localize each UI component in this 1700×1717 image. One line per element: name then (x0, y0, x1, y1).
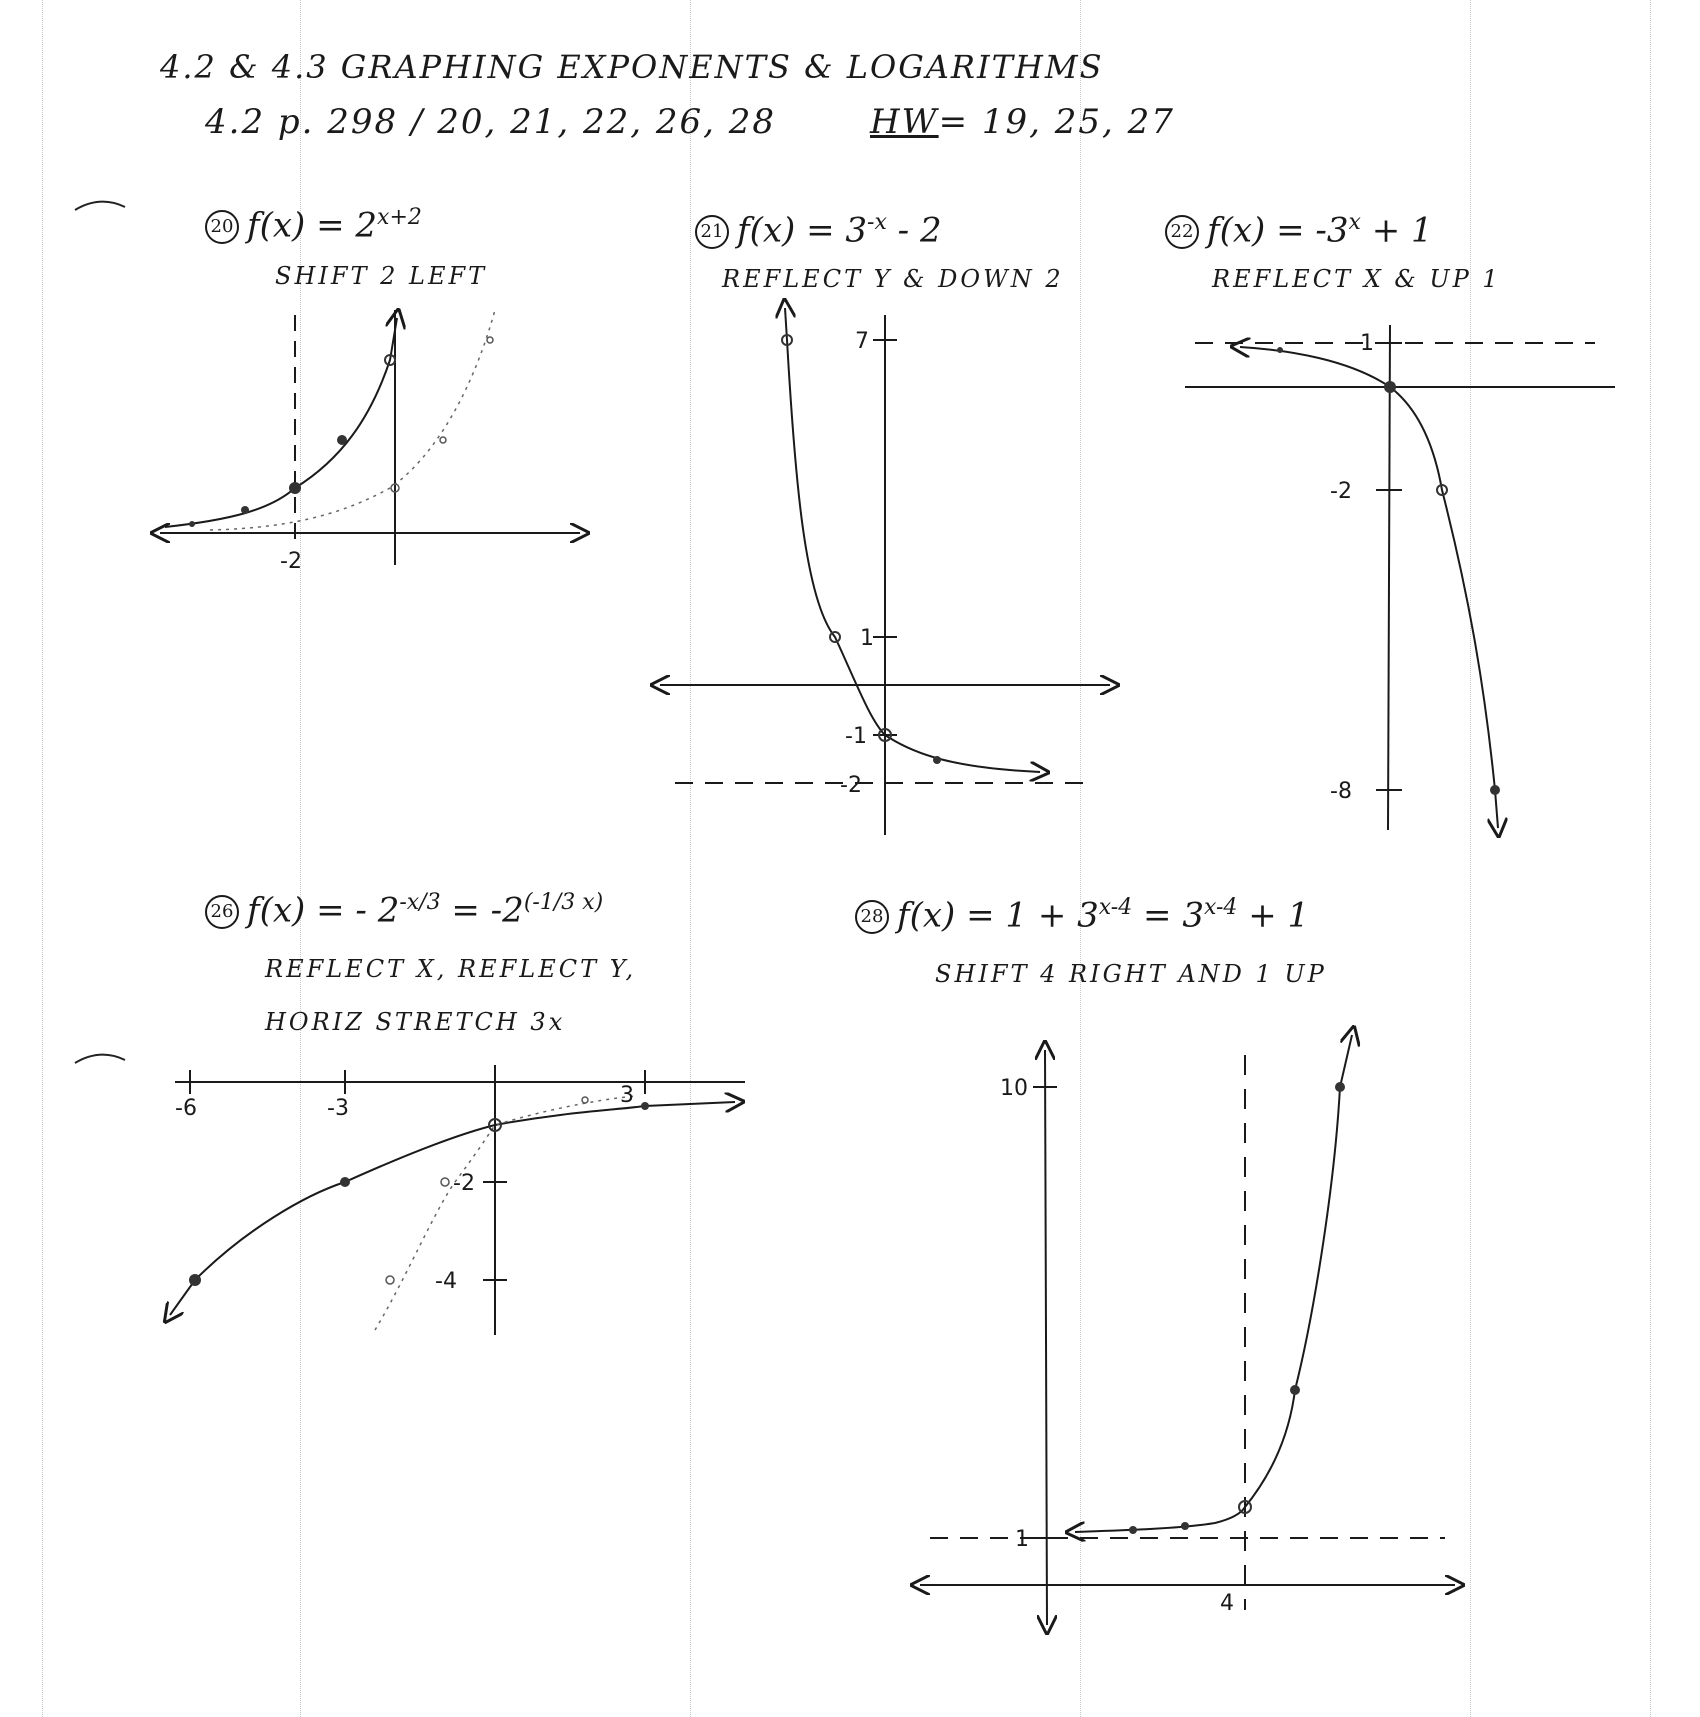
problem-22-graph (1180, 320, 1620, 840)
tick-label: -2 (280, 549, 302, 574)
parent-curve (375, 1096, 635, 1330)
homework-items: = 19, 25, 27 (938, 102, 1175, 142)
tick-label: -1 (845, 724, 867, 749)
tick-label: -2 (840, 773, 862, 798)
tick-label: -6 (175, 1096, 197, 1121)
point (241, 506, 249, 514)
curve (1075, 1035, 1352, 1532)
point (641, 1102, 649, 1110)
point (441, 1178, 449, 1186)
problem-28-equation: 28 $f(x) = 1 + 3^{x-4} = 3^{x-4} + 1$ (855, 895, 1309, 935)
point (1335, 1082, 1345, 1092)
problem-number: 28 (855, 900, 889, 934)
problem-20-equation: 20 $f(x) = 2^{x+2}$ (205, 205, 422, 245)
tick-label: 3 (620, 1083, 634, 1108)
tick-label: 1 (1360, 331, 1374, 356)
problem-26-description-2: HORIZ STRETCH 3x (265, 1008, 566, 1036)
binder-hole-mark (70, 1048, 130, 1068)
paper-ruling (300, 0, 301, 1717)
paper-ruling (1650, 0, 1651, 1717)
problem-22-equation: 22 $f(x) = -3^x + 1$ (1165, 210, 1433, 250)
paper-ruling (690, 0, 691, 1717)
curve (165, 318, 397, 527)
point (1129, 1526, 1137, 1534)
point (337, 435, 347, 445)
tick-label: 1 (1015, 1527, 1029, 1552)
tick-label: -2 (453, 1171, 475, 1196)
problem-number: 20 (205, 210, 239, 244)
point (386, 1276, 394, 1284)
point (1277, 347, 1283, 353)
problem-22-description: REFLECT X & UP 1 (1212, 265, 1501, 293)
tick-label: 4 (1220, 1591, 1234, 1616)
curve (785, 308, 1040, 772)
tick-label: -8 (1330, 779, 1352, 804)
homework-line (870, 102, 1175, 142)
y-axis (1388, 325, 1390, 830)
problem-26-description-1: REFLECT X, REFLECT Y, (265, 955, 637, 983)
tick-label: -2 (1330, 479, 1352, 504)
parent-curve (210, 310, 495, 530)
point (487, 337, 493, 343)
point (189, 1274, 201, 1286)
problem-number: 26 (205, 895, 239, 929)
tick-label: -3 (327, 1096, 349, 1121)
point (440, 437, 446, 443)
point (1181, 1522, 1189, 1530)
problem-21-graph (655, 300, 1115, 840)
binder-hole-mark (70, 195, 130, 215)
point (582, 1097, 588, 1103)
paper-ruling (42, 0, 43, 1717)
point (1490, 785, 1500, 795)
problem-28-graph (915, 1030, 1475, 1630)
problem-21-description: REFLECT Y & DOWN 2 (722, 265, 1064, 293)
point (1384, 381, 1396, 393)
problem-number: 21 (695, 215, 729, 249)
point (189, 521, 195, 527)
problem-28-description: SHIFT 4 RIGHT AND 1 UP (935, 960, 1327, 988)
point (1290, 1385, 1300, 1395)
tick-label: 7 (855, 329, 869, 354)
tick-label: 1 (860, 626, 874, 651)
curve (1240, 347, 1498, 828)
problem-number: 22 (1165, 215, 1199, 249)
point (340, 1177, 350, 1187)
problem-20-description: SHIFT 2 LEFT (275, 262, 488, 290)
homework-label: HW (870, 102, 939, 142)
assignment-line: 4.2 p. 298 / 20, 21, 22, 26, 28 (205, 102, 777, 142)
page-title: 4.2 & 4.3 GRAPHING EXPONENTS & LOGARITHMS (160, 48, 1104, 86)
tick-label: -4 (435, 1269, 457, 1294)
point (289, 482, 301, 494)
tick-label: 10 (1000, 1076, 1028, 1101)
problem-21-equation: 21 $f(x) = 3^{-x} - 2$ (695, 210, 942, 250)
problem-26-equation: 26 f(x) = - $2^{-x/3} = -2^{(-1/3 x)}$ (205, 890, 603, 930)
problem-20-graph (150, 300, 590, 590)
point (933, 756, 941, 764)
problem-26-graph (165, 1060, 755, 1350)
